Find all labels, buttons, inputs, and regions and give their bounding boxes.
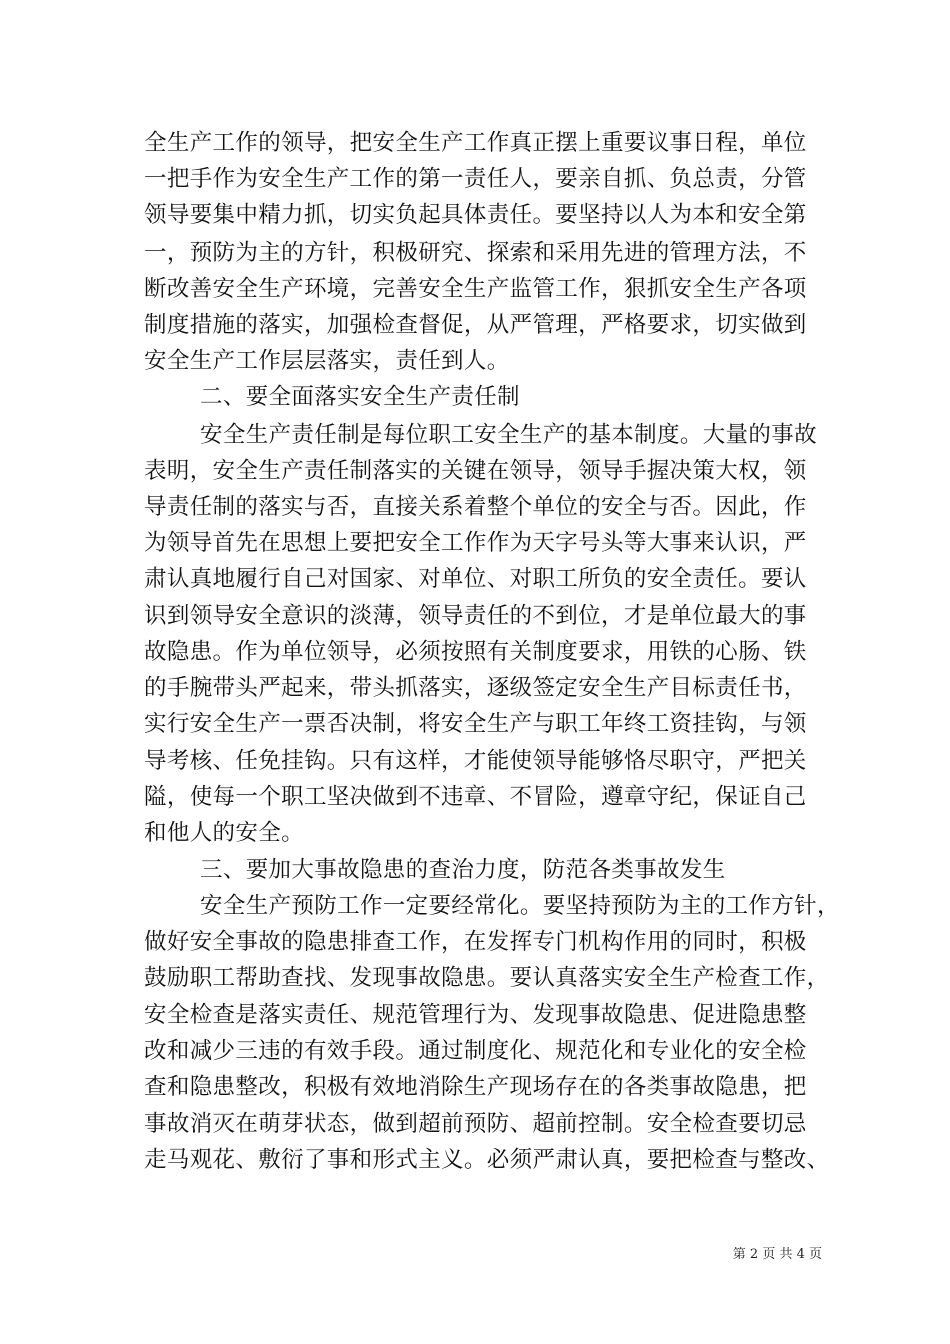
body-text-line: 事故消灭在萌芽状态，做到超前预防、超前控制。安全检查要切忌 — [144, 1111, 807, 1137]
body-text-line: 肃认真地履行自己对国家、对单位、对职工所负的安全责任。要认 — [144, 566, 807, 592]
body-text-line: 的手腕带头严起来，带头抓落实，逐级签定安全生产目标责任书， — [144, 675, 807, 701]
body-text-line: 为领导首先在思想上要把安全工作作为天字号头等大事来认识，严 — [144, 530, 807, 556]
section-heading: 三、要加大事故隐患的查治力度，防范各类事故发生 — [200, 857, 726, 883]
body-text-line: 隘，使每一个职工坚决做到不违章、不冒险，遵章守纪，保证自己 — [144, 784, 807, 810]
body-text-line: 做好安全事故的隐患排查工作，在发挥专门机构作用的同时，积极 — [144, 929, 807, 955]
body-text-line: 表明，安全生产责任制落实的关键在领导，领导手握决策大权，领 — [144, 458, 807, 484]
body-text-line: 故隐患。作为单位领导，必须按照有关制度要求，用铁的心肠、铁 — [144, 639, 807, 665]
body-text-line: 实行安全生产一票否决制，将安全生产与职工年终工资挂钩，与领 — [144, 711, 807, 737]
body-text-line: 导考核、任免挂钩。只有这样，才能使领导能够恪尽职守，严把关 — [144, 748, 807, 774]
body-text-line: 一，预防为主的方针，积极研究、探索和采用先进的管理方法，不 — [144, 240, 807, 266]
body-text-line: 断改善安全生产环境，完善安全生产监管工作，狠抓安全生产各项 — [144, 276, 807, 302]
body-text-line: 和他人的安全。 — [144, 820, 304, 846]
body-text-line: 全生产工作的领导，把安全生产工作真正摆上重要议事日程，单位 — [144, 130, 807, 156]
section-heading: 二、要全面落实安全生产责任制 — [200, 384, 520, 410]
body-text-line: 一把手作为安全生产工作的第一责任人，要亲自抓、负总责，分管 — [144, 166, 807, 192]
body-text-line: 查和隐患整改，积极有效地消除生产现场存在的各类事故隐患，把 — [144, 1074, 807, 1100]
body-text-line: 导责任制的落实与否，直接关系着整个单位的安全与否。因此，作 — [144, 494, 807, 520]
body-text-line: 走马观花、敷衍了事和形式主义。必须严肃认真，要把检查与整改、 — [144, 1147, 830, 1173]
body-text-line: 识到领导安全意识的淡薄，领导责任的不到位，才是单位最大的事 — [144, 603, 807, 629]
body-text-line: 制度措施的落实，加强检查督促，从严管理，严格要求，切实做到 — [144, 312, 807, 338]
body-text-line: 安全生产工作层层落实，责任到人。 — [144, 348, 510, 374]
body-text-line: 鼓励职工帮助查找、发现事故隐患。要认真落实安全生产检查工作， — [144, 965, 830, 991]
body-text-line: 领导要集中精力抓，切实负起具体责任。要坚持以人为本和安全第 — [144, 202, 807, 228]
page-number: 第 2 页 共 4 页 — [732, 1247, 822, 1262]
paragraph-first-line: 安全生产预防工作一定要经常化。要坚持预防为主的工作方针， — [200, 893, 840, 919]
body-text-line: 安全检查是落实责任、规范管理行为、发现事故隐患、促进隐患整 — [144, 1002, 807, 1028]
paragraph-first-line: 安全生产责任制是每位职工安全生产的基本制度。大量的事故 — [200, 422, 817, 448]
body-text-line: 改和减少三违的有效手段。通过制度化、规范化和专业化的安全检 — [144, 1038, 807, 1064]
